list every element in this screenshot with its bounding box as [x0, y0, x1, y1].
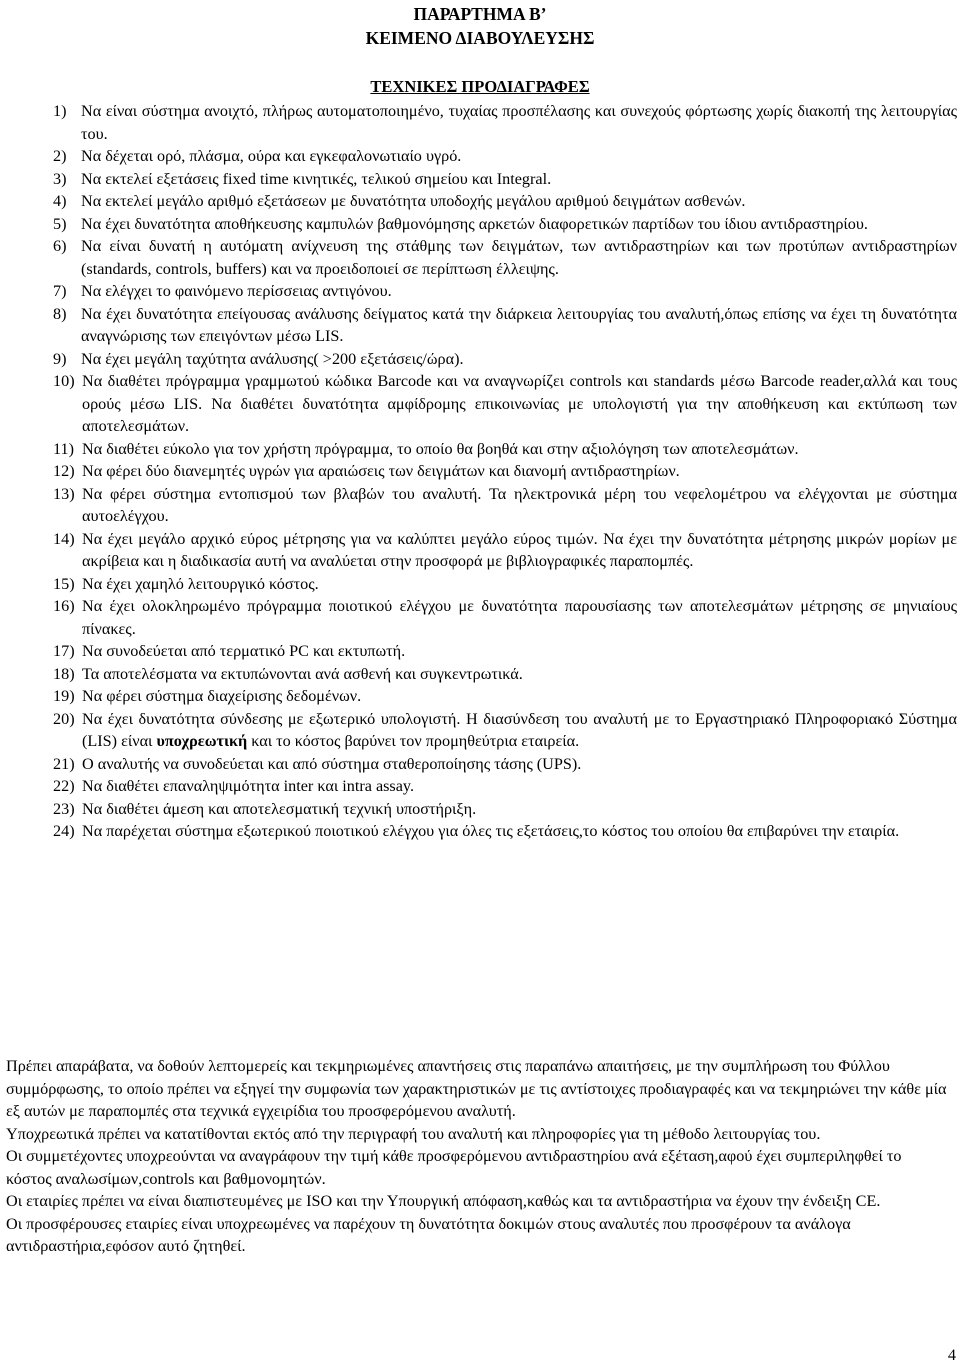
- spec-item: [53, 213, 957, 236]
- spec-text: Να ελέγχει το φαινόμενο περίσσειας αντιγόνου.: [81, 282, 392, 300]
- specs-title: ΤΕΧΝΙΚΕΣ ΠΡΟΔΙΑΓΡΑΦΕΣ: [370, 77, 590, 96]
- spec-item: [53, 640, 957, 663]
- annex-title: ΠΑΡΑΡΤΗΜΑ Β’: [413, 4, 547, 24]
- spec-item: [53, 595, 957, 640]
- spec-item: [53, 798, 957, 821]
- spec-text: Να έχει δυνατότητα αποθήκευσης καμπυλών βαθμονόμησης αρκετών διαφορετικών παρτίδων του ίδιου αντιδραστηρίου.: [81, 214, 868, 233]
- note-paragraph: Οι εταιρίες πρέπει να είναι διαπιστευμένες με ISO και την Υπουργική απόφαση,καθώς και τα αντιδραστήρια να έχουν την ένδειξη CE.: [6, 1192, 881, 1210]
- note-paragraph: Υποχρεωτικά πρέπει να κατατίθονται εκτός από την περιγραφή του αναλυτή και πληροφορίες για τη μέθοδο λειτουργίας του.: [6, 1124, 821, 1143]
- page-number: 4: [947, 1346, 956, 1364]
- spec-number: 12): [53, 462, 75, 480]
- spec-item: [53, 438, 957, 461]
- spec-text: Να διαθέτει εύκολο για τον χρήστη πρόγραμμα, το οποίο θα βοηθά και στην αξιολόγηση των αποτελεσμάτων.: [82, 439, 799, 458]
- spec-number: 18): [53, 664, 75, 683]
- spec-item: [53, 348, 957, 371]
- spec-item: [53, 303, 957, 348]
- spec-number: 13): [53, 484, 75, 503]
- spec-item: [53, 708, 957, 753]
- spec-text: Να έχει δυνατότητα επείγουσας ανάλυσης δείγματος κατά την διάρκεια λειτουργίας του αναλυτή,όπως επίσης να έχει τη δυνατότητα αναγνώρισης των επειγόντων μέσω LIS.: [81, 304, 957, 345]
- spec-item: [53, 820, 957, 843]
- spec-text: Να έχει χαμηλό λειτουργικό κόστος.: [82, 574, 319, 593]
- notes-section: [6, 1055, 950, 1258]
- spec-text: Να είναι δυνατή η αυτόματη ανίχνευση της στάθμης των δειγμάτων, των αντιδραστηρίων και των προτύπων αντιδραστηρίων (standards, controls, buffers) και να προειδοποιεί σε περίπτωση έλλειψης.: [81, 237, 957, 278]
- spec-text: Να διαθέτει άμεση και αποτελεσματική τεχνική υποστήριξη.: [82, 799, 477, 818]
- spec-text: Να έχει μεγάλη ταχύτητα ανάλυσης( >200 εξετάσεις/ώρα).: [81, 349, 464, 368]
- spec-text-emphasis: υποχρεωτική: [156, 732, 248, 750]
- spec-number: 22): [53, 777, 75, 795]
- spec-text: Να εκτελεί μεγάλο αριθμό εξετάσεων με δυνατότητα υποδοχής μεγάλου αριθμού δειγμάτων ασθενών.: [81, 192, 746, 210]
- spec-number: 5): [53, 214, 67, 233]
- spec-number: 17): [53, 642, 75, 660]
- spec-item: [53, 100, 957, 145]
- spec-item: [53, 235, 957, 280]
- spec-number: 15): [53, 574, 75, 593]
- spec-text: Να έχει ολοκληρωμένο πρόγραμμα ποιοτικού ελέγχου με δυνατότητα παρουσίασης των αποτελεσμάτων μέτρησης σε μηνιαίους πίνακες.: [82, 597, 957, 638]
- spec-number: 11): [53, 439, 74, 458]
- spec-item: [53, 663, 957, 686]
- spec-number: 14): [53, 529, 75, 548]
- spec-number: 8): [53, 304, 67, 323]
- spec-item: [53, 190, 957, 213]
- spec-item: [53, 370, 957, 438]
- spec-number: 7): [53, 282, 67, 300]
- spec-item: [53, 168, 957, 191]
- specs-list: [53, 100, 957, 843]
- spec-text: Να συνοδεύεται από τερματικό PC και εκτυπωτή.: [82, 642, 406, 660]
- spec-number: 6): [53, 237, 67, 255]
- spec-item: [53, 685, 957, 708]
- spec-text: Να διαθέτει πρόγραμμα γραμμωτού κώδικα Barcode και να αναγνωρίζει controls και standards μέσω Barcode reader,αλλά και τους ορούς μέσω LIS. Να διαθέτει δυνατότητα αμφίδρομης επικοινωνίας με υπολογιστή για την αποθήκευση και εκτύπωση των αποτελεσμάτων.: [82, 372, 957, 435]
- note-paragraph: Οι προσφέρουσες εταιρίες είναι υποχρεωμένες να παρέχουν τη δυνατότητα δοκιμών στους αναλυτές που προσφέρουν τα ανάλογα αντιδραστήρια,εφόσον αυτό ζητηθεί.: [6, 1214, 851, 1255]
- spec-text: Να διαθέτει επαναληψιμότητα inter και intra assay.: [82, 777, 415, 795]
- spec-item: [53, 483, 957, 528]
- spec-item: [53, 280, 957, 303]
- spec-text: Να εκτελεί εξετάσεις fixed time κινητικές, τελικού σημείου και Integral.: [81, 169, 552, 188]
- spec-text: Να έχει μεγάλο αρχικό εύρος μέτρησης για να καλύπτει μεγάλο εύρος τιμών. Να έχει την δυνατότητα μέτρησης μικρών μορίων με ακρίβεια και η διαδικασία αυτή να αναλύεται στην προσφορά με βιβλιογραφικές παραπομπές.: [82, 529, 957, 570]
- spec-number: 10): [53, 372, 75, 390]
- spec-text: Ο αναλυτής να συνοδεύεται και από σύστημα σταθεροποίησης τάσης (UPS).: [82, 754, 582, 773]
- spec-text-part: και το κόστος βαρύνει τον προμηθεύτρια εταιρεία.: [247, 732, 580, 750]
- spec-item: [53, 145, 957, 168]
- spec-item: [53, 528, 957, 573]
- spec-text: Να είναι σύστημα ανοιχτό, πλήρως αυτοματοποιημένο, τυχαίας προσπέλασης και συνεχούς φόρτωσης χωρίς διακοπή της λειτουργίας του.: [81, 102, 957, 143]
- spec-number: 9): [53, 349, 67, 368]
- spec-item: [53, 573, 957, 596]
- note-paragraph: Οι συμμετέχοντες υποχρεούνται να αναγράφουν την τιμή κάθε προσφερόμενου αντιδραστηρίου ανά εξέταση,αφού έχει συμπεριληφθεί το κόστος αναλωσίμων,controls και βαθμονομητών.: [6, 1147, 902, 1188]
- spec-number: 2): [53, 147, 67, 165]
- spec-number: 1): [53, 102, 67, 120]
- spec-text: Να παρέχεται σύστημα εξωτερικού ποιοτικού ελέγχου για όλες τις εξετάσεις,το κόστος του οποίου θα επιβαρύνει την εταιρία.: [82, 822, 900, 840]
- spec-number: 16): [53, 597, 75, 615]
- spec-text: Να δέχεται ορό, πλάσμα, ούρα και εγκεφαλονωτιαίο υγρό.: [81, 147, 462, 165]
- spec-number: 24): [53, 822, 75, 840]
- spec-number: 21): [53, 754, 75, 773]
- note-paragraph: Πρέπει απαράβατα, να δοθούν λεπτομερείς και τεκμηριωμένες απαντήσεις στις παραπάνω απαιτήσεις, με την συμπλήρωση του Φύλλου συμμόρφωσης, το οποίο πρέπει να εξηγεί την συμφωνία των χαρακτηριστικών με τις αντίστοιχες προδιαγραφές και να τεκμηριώνει την κάθε μία εξ αυτών με παραπομπές στα τεχνικά εγχειρίδια του προσφερόμενου αναλυτή.: [6, 1057, 947, 1120]
- spec-item: [53, 460, 957, 483]
- spec-text: Να φέρει σύστημα εντοπισμού των βλαβών του αναλυτή. Τα ηλεκτρονικά μέρη του νεφελομέτρου να ελέγχονται με σύστημα αυτοελέγχου.: [82, 484, 957, 525]
- spec-text: Τα αποτελέσματα να εκτυπώνονται ανά ασθενή και συγκεντρωτικά.: [82, 664, 523, 683]
- spec-item: [53, 753, 957, 776]
- spec-number: 23): [53, 799, 75, 818]
- consultation-title: ΚΕΙΜΕΝΟ ΔΙΑΒΟΥΛΕΥΣΗΣ: [365, 28, 595, 48]
- spec-text: Να φέρει σύστημα διαχείρισης δεδομένων.: [82, 687, 362, 705]
- spec-number: 3): [53, 169, 67, 188]
- spec-text-part: Να έχει δυνατότητα σύνδεσης με εξωτερικό υπολογιστή. Η διασύνδεση του αναλυτή με το Εργαστηριακό Πληροφοριακό Σύστημα (LIS) είναι: [82, 709, 957, 750]
- spec-number: 20): [53, 709, 75, 728]
- spec-number: 4): [53, 192, 67, 210]
- spec-number: 19): [53, 687, 75, 705]
- spec-item: [53, 775, 957, 798]
- spec-text: Να φέρει δύο διανεμητές υγρών για αραιώσεις των δειγμάτων και διανομή αντιδραστηρίων.: [82, 462, 680, 480]
